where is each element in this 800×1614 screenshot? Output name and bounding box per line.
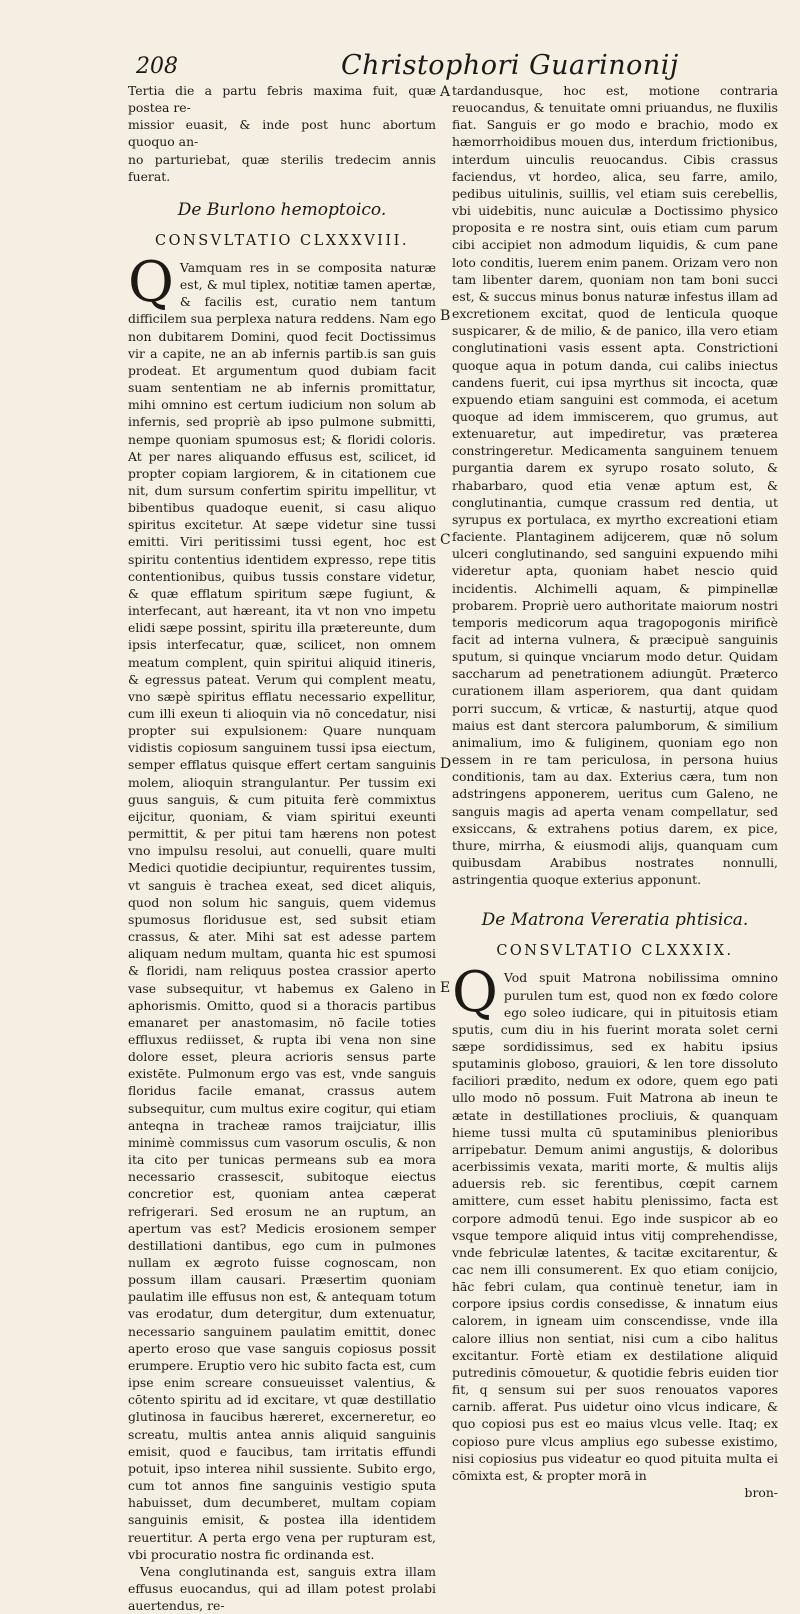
left-column [128,82,436,1614]
margin-letter-d: D [440,756,452,772]
body-text-2 [452,960,778,1484]
section-title: De Matrona Vereratia phtisica. [481,910,749,931]
page-header [136,48,760,82]
right-column [452,82,778,1501]
last-paragraph: Vena conglutinanda est, sanguis extra illam effusus euocandus, qui ad illam potest prolabi auertendus, re- [128,1563,436,1614]
body-text-content: Vamquam res in se composita naturæ est, & mul tiplex, notitiæ tamen apertæ, & facilis est, curatio nem tantum difficilem sua perplexa natura reddens. Nam ego non dubitarem Domini, quod fecit Doctissimus vir a capite, ne an ab infernis partib.is san guis prodeat. Et argumentum quod dubiam facit suam sententiam ne ab infernis promittatur, mihi omnino est certum iudicium non solum ab infernis, sed propriè ab ipso pulmone submitti, nempe quoniam spumosus est; & floridi coloris. At per nares aliquando effusus est, scilicet, id propter copiam largiorem, & in citationem cue nit, dum sursum confertim spiritu impellitur, vt bibentibus quadoque euenit, si casu aliquo spiritus excitetur. At sæpe videtur sine tussi emitti. Viri peritissimi tussi egent, hoc est spiritu contentius identidem expresso, repe titis contentionibus, quibus tussis constare videtur, & quæ efflatum spiritum sæpe fugiunt, & interfecant, aut hæreant, ita vt non vno impetu elidi sæpe possint, spiritu illa prætereunte, dum ipsis interfecatur, quæ, scilicet, non omnem meatum complent, quin spiritui aliquid itineris, & egressus pateat. Verum qui complent meatu, vno sæpè spiritus efflatu necessario expellitur, cum illi exeun ti alioquin via nō concedatur, nisi propter sui expulsionem: Quare nunquam vidistis copiosum sanguinem tussi ipsa eiectum, semper efflatus quisque effert certam sanguinis molem, alioquin strangulantur. Per tussim exi guus sanguis, & cum pituita ferè commixtus eijcitur, quoniam, & viam spiritui exeunti permittit, & per pitui tam hærens non potest vno impulsu resolui, aut conuelli, quare multi Medici quotidie decipiuntur, requirentes tussim, vt sanguis è trachea exeat, sed dicet aliquis, quod non solum hic sanguis, quem videmus spumosus floridusue est, sed subsit etiam crassus, & ater. Mihi sat est adesse partem aliquam nedum multam, quanta hic est spumosi & floridi, nam reliquus postea crassior aperto vase subsequitur, vt habemus ex Galeno in aphorismis. Omitto, quod si a thoracis partibus emanaret per anastomasim, nō facile toties effluxus rediisset, & rupta ibi vena non sine dolore esset, pleura acrioris sensus parte existēte. Pulmonum ergo vas est, vnde sanguis floridus facile emanat, crassus autem subsequitur, cum multus exire cogitur, qui etiam anteqna in tracheæ ramos traijciatur, illis minimè commissus cum vasorum osculis, & non ita cito per tunicas permeans sub ea mora necessario crassescit, subitoque eiectus concretior est, quoniam antea cæperat refrigerari. Sed erosum ne an ruptum, an apertum vas est? Medicis erosionem semper destillationi dantibus, ego cum in pulmones nullam ex ægroto fuisse cognoscam, non possum illam causari. Præsertim quoniam paulatim ille effusus non est, & antequam totum vas erodatur, dum detergitur, dum extenuatur, necessario sanguinem paulatim emittit, donec aperto eroso que vase sanguis copiosus possit erumpere. Eruptio vero hic subito facta est, cum ipse enim screare consueuisset valentius, & cōtento spiritu ad id excitare, vt quæ destillatio glutinosa in faucibus hæreret, excerneretur, eo screatu, multis antea annis aliquid sanguinis emisit, quod e faucibus, tam irritatis effundi potuit, ipso interea nihil sussiente. Subito ergo, cum tot annos fine sanguinis vestigio sputa habuisset, dum decumberet, multam copiam sanguinis emisit, & postea illa identidem reuertitur. A perta ergo vena per rupturam est, vbi procuratio nostra fic ordinanda est. [128,259,436,1562]
intro-line-2: missior euasit, & inde post hunc abortum quoquo an- [128,117,436,150]
catchword: bron- [744,1485,778,1501]
section-title: De Burlono hemoptoico. [177,199,387,220]
margin-letter-e: E [440,980,451,996]
intro-line-3: no parturiebat, quæ sterilis tredecim annis fuerat. [128,151,436,184]
consultatio-heading: CONSVLTATIO CLXXXVIII. [155,232,409,249]
consultatio-heading: CONSVLTATIO CLXXXIX. [496,943,734,960]
margin-letter-a: A [440,84,451,100]
intro-line-1: Tertia die a partu febris maxima fuit, quæ postea re- [128,83,436,116]
body-text [128,249,436,1563]
drop-cap: Q [128,249,174,315]
margin-letter-b: B [440,308,451,324]
body-text-2-content: Vod spuit Matrona nobilissima omnino purulen tum est, quod non ex fœdo colore ego soleo iudicare, qui in pituitosis etiam sputis, cum diu in his fuerint morata solet cerni sæpe sordidissimus, sed ex habitu ipsius sputaminis globoso, grauiori, & len tore dissoluto faciliori prædito, nedum ex odore, quem ego pati ullo modo nō possum. Fuit Matrona ab ineun te ætate in destillationes procliuis, & quanquam hieme tussi multa cū sputaminibus plenioribus arripebatur. Demum animi angustijs, & doloribus acerbissimis vexata, mariti morte, & multis alijs aduersis reb. sic ferentibus, cœpit carnem amittere, cum esset habitu plenissimo, facta est corpore admodū tenui. Ego inde suspicor ab eo vsque tempore aliquid intus vitij comprehendisse, vnde febriculæ latentes, & tacitæ excitarentur, & cac nem illi consumerent. Ex quo etiam conijcio, hāc febri culam, qua continuè tenetur, iam in corpore ipsius cordis consedisse, & innatum eius calorem, in igneam uim conscendisse, vnde illa calore illius non sentiat, nisi cum a cibo halitus excitantur. Fortè etiam ex destilatione aliquid putredinis cōmouetur, & quotidie febris euiden tior fit, q sensum sui per suos renouatos vapores carnib. afferat. Pus uidetur oino vlcus indicare, & quo copiosi pus est eo maius vlcus velle. Itaq; ex copioso pure vlcus amplius ego subesse existimo, nisi copiosius pus videatur eo quod pituita multa ei cōmixta est, & propter morā in [452,970,778,1483]
margin-letter-c: C [440,532,451,548]
drop-cap: Q [452,960,498,1026]
body-text: tardandusque, hoc est, motione contraria reuocandus, & tenuitate omni priuandus, ne fluxilis fiat. Sanguis er go modo e brachio, modo ex hæmorrhoidibus mouen dus, interdum frictionibus, interdum uinculis reuocandus. Cibis crassus faciendus, vt hordeo, alica, seu farre, amilo, pedibus uitulinis, suillis, vel etiam suis cerebellis, vbi uidebitis, nunc auiculæ a Doctissimo physico proposita e re nostra sint, ouis etiam cum parum cibi accipiet non admodum liquidis, & cum pane loto conditis, luerem enim panem. Orizam vero non tam libenter darem, quoniam non tam boni succi est, & succus minus bonus naturæ infestus illam ad excretionem excitat, quod de lenticula quoque suspicarer, & de milio, & de panico, illa vero etiam conglutinationi vasis essent apta. Constrictioni quoque aqua in potum danda, cui calibs iniectus candens fuerit, cui ipsa myrthus sit incocta, quæ expuendo etiam sanguini est commoda, ei acetum quoque ad idem immiscerem, quo grumus, aut extenuaretur, aut impediretur, vas præterea constringeretur. Medicamenta sanguinem tenuem purgantia darem ex syrupo rosato soluto, & rhabarbaro, quod etia venæ aptum est, & conglutinantia, cumque crassum red dentia, ut syrupus ex portulaca, ex myrtho excreationi etiam faciente. Plantaginem adijcerem, quæ nō solum ulceri conglutinando, sed sanguini expuendo mihi videretur apta, quoniam habet nescio quid incidentis. Alchimelli aquam, & pimpinellæ probarem. Propriè uero authoritate maiorum nostri temporis medicorum aqua tragopogonis mirificè facit ad interna vulnera, & præcipuè sanguinis sputum, si quinque vnciarum modo detur. Quidam saccharum ad penetrationem adiungūt. Præterco curationem illam asperiorem, qua dant quidam porri succum, & vrticæ, & nasturtij, atque quod maius est dant stercora palumborum, & similium animalium, imo & fuliginem, quoniam ego non essem in re tam periculosa, in persona huius conditionis, tam au dax. Exterius cæra, tum non adstringens apponerem, ueritus cum Galeno, ne sanguis magis ad aperta venam compellatur, sed exsiccans, & extrahens potius darem, ex pice, thure, mirrha, & eiusmodi alijs, quanquam cum quibusdam Arabibus nostrates nonnulli, astringentia quoque exterius apponunt. [452,83,778,888]
page-number: 208 [136,54,178,79]
running-title: Christophori Guarinonij [341,50,679,81]
